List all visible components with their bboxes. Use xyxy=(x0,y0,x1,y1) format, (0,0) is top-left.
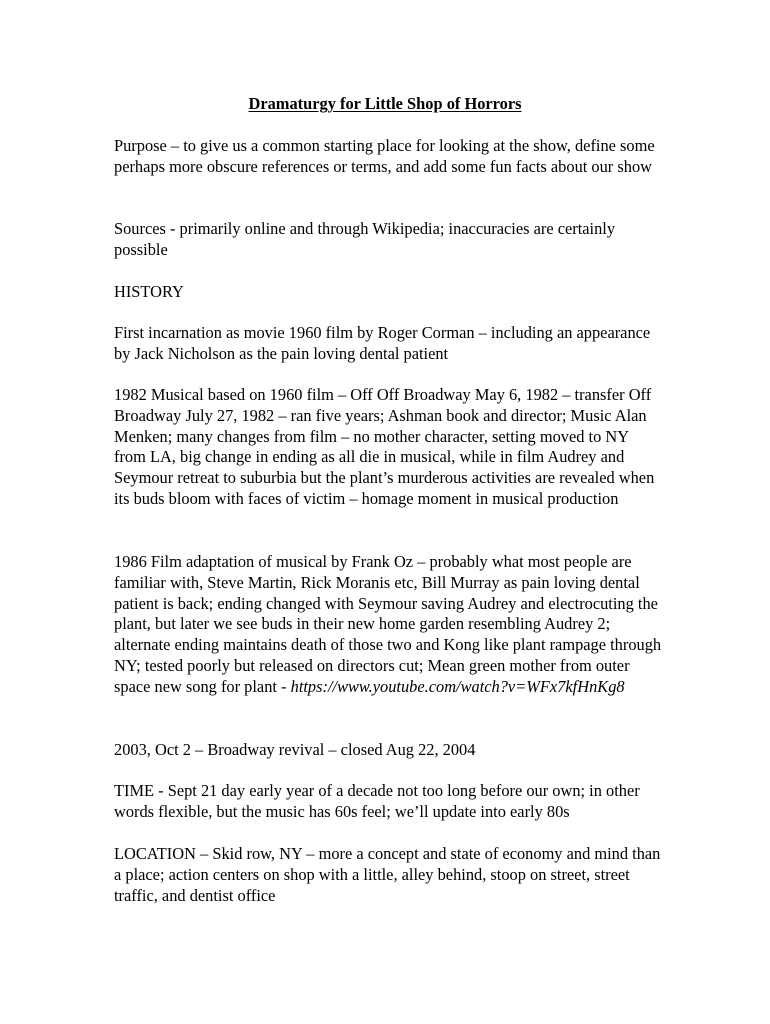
history-1982-paragraph: 1982 Musical based on 1960 film – Off Off Broadway May 6, 1982 – transfer Off Broadway July 27, 1982 – ran five years; Ashman book and director; Music Alan Menken; many changes from film – no mother character, setting moved to NY from LA, big change in ending as all die in musical, while in film Audrey and Seymour retreat to suburbia but the plant’s murderous activities are revealed when its buds bloom with faces of victim – homage moment in musical production xyxy=(114,385,655,508)
history-2003-paragraph: 2003, Oct 2 – Broadway revival – closed Aug 22, 2004 xyxy=(114,740,476,759)
history-1986-paragraph xyxy=(114,552,662,698)
history-1986-text: 1986 Film adaptation of musical by Frank Oz – probably what most people are familiar with, Steve Martin, Rick Moranis etc, Bill Murray as pain loving dental patient is back; ending changed with Seymour saving Audrey and electrocuting the plant, but later we see buds in their new home garden resembling Audrey 2; alternate ending maintains death of those two and Kong like plant rampage through NY; tested poorly but released on directors cut; Mean green mother from outer space new song for plant - xyxy=(114,552,662,696)
time-paragraph: TIME - Sept 21 day early year of a decade not too long before our own; in other words flexible, but the music has 60s feel; we’ll update into early 80s xyxy=(114,781,640,821)
purpose-paragraph: Purpose – to give us a common starting place for looking at the show, define some perhaps more obscure references or terms, and add some fun facts about our show xyxy=(114,136,655,176)
history-heading: HISTORY xyxy=(114,282,184,301)
youtube-link[interactable]: https://www.youtube.com/watch?v=WFx7kfHnKg8 xyxy=(290,676,625,696)
sources-paragraph: Sources - primarily online and through Wikipedia; inaccuracies are certainly possible xyxy=(114,219,616,259)
document-title: Dramaturgy for Little Shop of Horrors xyxy=(248,94,522,113)
location-paragraph: LOCATION – Skid row, NY – more a concept and state of economy and mind than a place; action centers on shop with a little, alley behind, stoop on street, street traffic, and dentist office xyxy=(114,844,661,905)
history-1960-paragraph: First incarnation as movie 1960 film by Roger Corman – including an appearance by Jack Nicholson as the pain loving dental patient xyxy=(114,323,651,363)
